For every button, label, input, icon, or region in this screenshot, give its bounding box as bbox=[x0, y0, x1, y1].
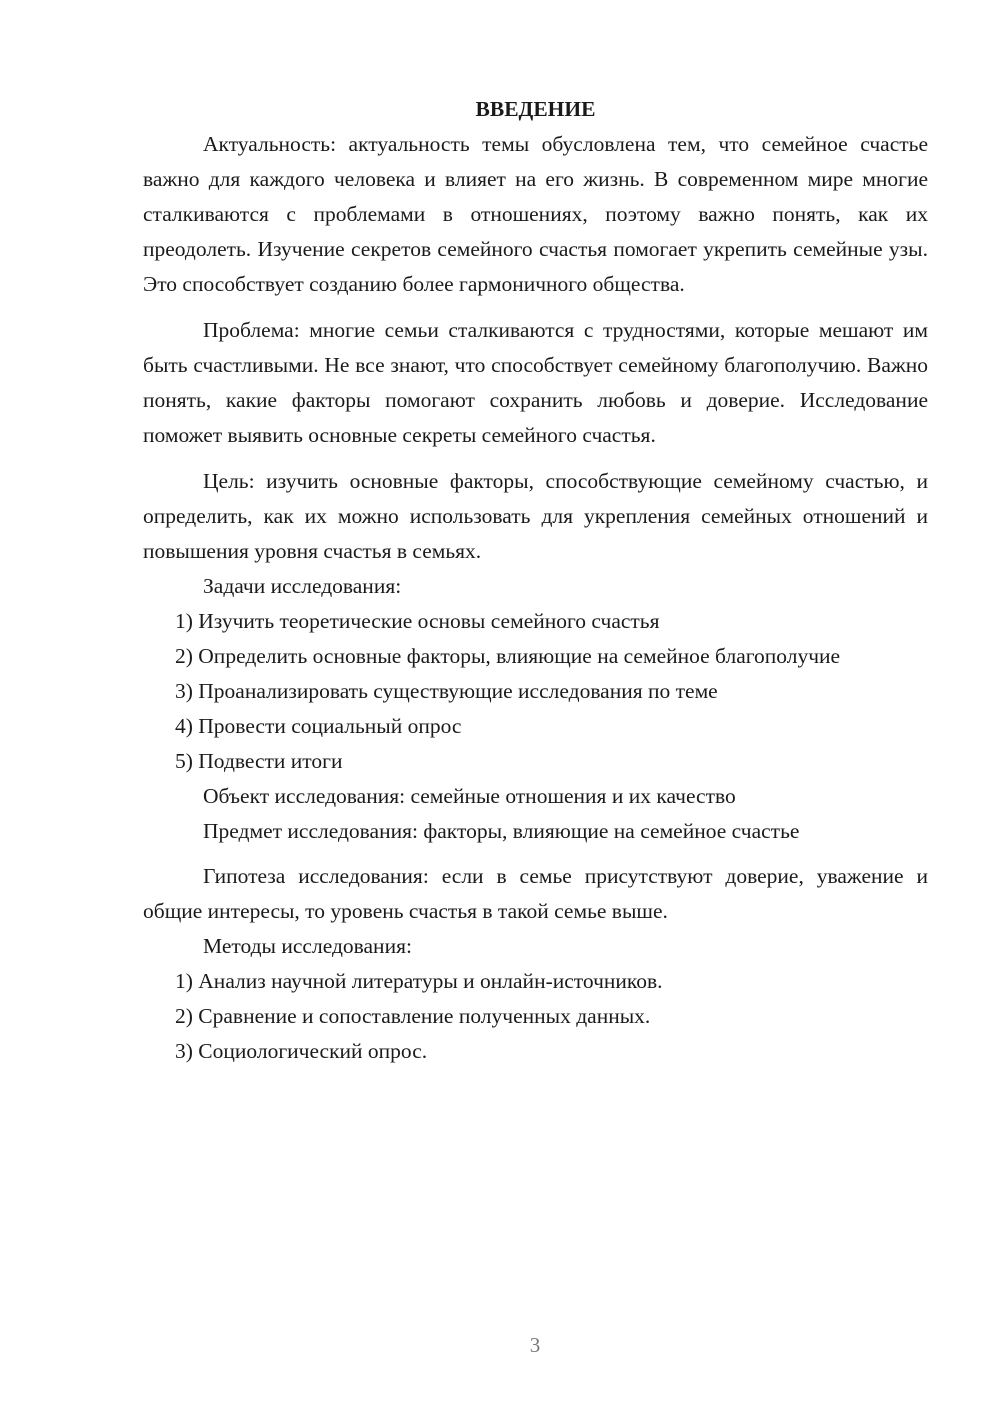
relevance-paragraph: Актуальность: актуальность темы обусловлена тем, что семейное счастье важно для каждого человека и влияет на его жизнь. В современном мире многие сталкиваются с проблемами в отношениях, поэтому важно понять, как их преодолеть. Изучение секретов семейного счастья помогает укрепить семейные узы. Это способствует созданию более гармоничного общества. bbox=[143, 132, 928, 296]
methods-title: Методы исследования: bbox=[203, 934, 412, 958]
method-item: 1) Анализ научной литературы и онлайн-источников. bbox=[175, 969, 663, 993]
method-item: 3) Социологический опрос. bbox=[175, 1039, 428, 1063]
problem-paragraph: Проблема: многие семьи сталкиваются с трудностями, которые мешают им быть счастливыми. Не все знают, что способствует семейному благополучию. Важно понять, какие факторы помогают сохранить любовь и доверие. Исследование поможет выявить основные секреты семейного счастья. bbox=[143, 318, 928, 447]
method-item: 2) Сравнение и сопоставление полученных данных. bbox=[175, 1004, 651, 1028]
tasks-title: Задачи исследования: bbox=[203, 574, 402, 598]
page-number: 3 bbox=[529, 1333, 541, 1357]
document-page bbox=[143, 92, 928, 1069]
hypothesis-paragraph: Гипотеза исследования: если в семье присутствуют доверие, уважение и общие интересы, то уровень счастья в такой семье выше. bbox=[143, 864, 928, 923]
task-item: 1) Изучить теоретические основы семейного счастья bbox=[175, 609, 660, 633]
task-item: 5) Подвести итоги bbox=[175, 749, 343, 773]
research-subject: Предмет исследования: факторы, влияющие на семейное счастье bbox=[203, 819, 800, 843]
section-heading: ВВЕДЕНИЕ bbox=[475, 97, 596, 121]
goal-paragraph: Цель: изучить основные факторы, способствующие семейному счастью, и определить, как их можно использовать для укрепления семейных отношений и повышения уровня счастья в семьях. bbox=[143, 469, 928, 563]
research-object: Объект исследования: семейные отношения и их качество bbox=[203, 784, 736, 808]
task-item: 4) Провести социальный опрос bbox=[175, 714, 462, 738]
task-item: 3) Проанализировать существующие исследования по теме bbox=[175, 679, 718, 703]
task-item: 2) Определить основные факторы, влияющие на семейное благополучие bbox=[175, 644, 841, 668]
